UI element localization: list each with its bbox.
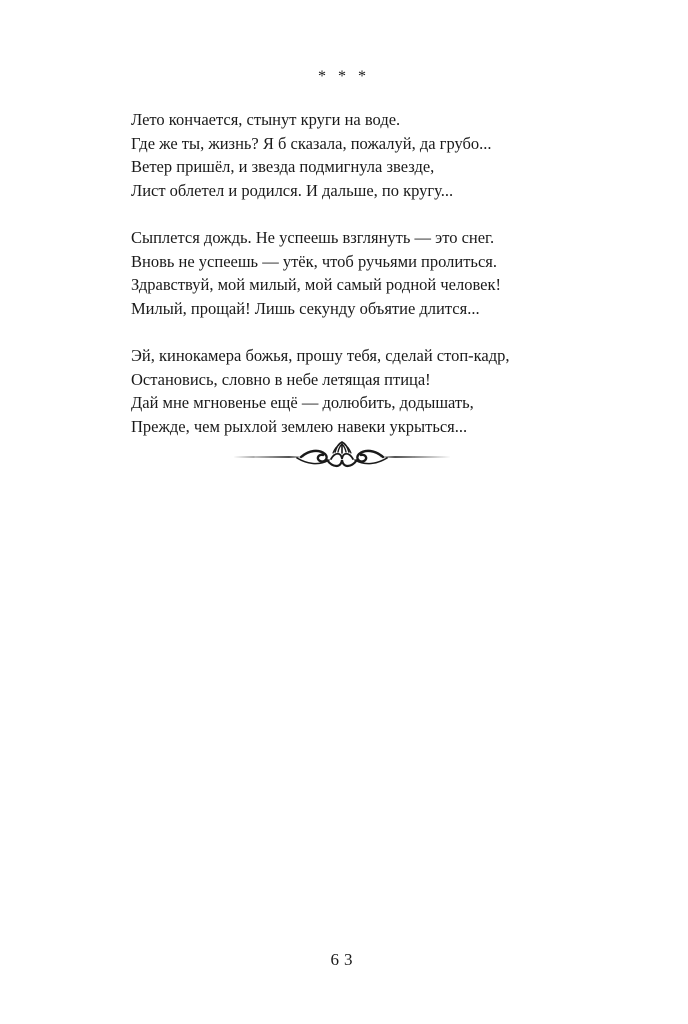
stanza-1 <box>131 108 611 202</box>
poem-line: Вновь не успеешь — утёк, чтоб ручьями пролиться. <box>131 251 497 271</box>
decorative-flourish-icon <box>231 440 453 474</box>
section-asterisks: * * * <box>318 68 370 85</box>
stanza-3 <box>131 344 611 438</box>
poem-line: Лист облетел и родился. И дальше, по кругу... <box>131 180 454 200</box>
poem-line: Остановись, словно в небе летящая птица! <box>131 369 431 389</box>
poem-line: Милый, прощай! Лишь секунду объятие длится... <box>131 298 480 318</box>
poem-line: Прежде, чем рыхлой землею навеки укрыться... <box>131 416 468 436</box>
poem-line: Лето кончается, стынут круги на воде. <box>131 110 401 129</box>
poem-line: Ветер пришёл, и звезда подмигнула звезде, <box>131 157 435 176</box>
poem-line: Эй, кинокамера божья, прошу тебя, сделай стоп-кадр, <box>131 346 510 365</box>
poem <box>131 108 611 462</box>
poem-line: Сыплется дождь. Не успеешь взглянуть — это снег. <box>131 228 495 247</box>
page-number: 63 <box>330 950 358 969</box>
poem-line: Дай мне мгновенье ещё — долюбить, додышать, <box>131 393 474 412</box>
stanza-2 <box>131 226 611 320</box>
poem-line: Где же ты, жизнь? Я б сказала, пожалуй, да грубо... <box>131 133 492 153</box>
poem-line: Здравствуй, мой милый, мой самый родной человек! <box>131 275 501 294</box>
